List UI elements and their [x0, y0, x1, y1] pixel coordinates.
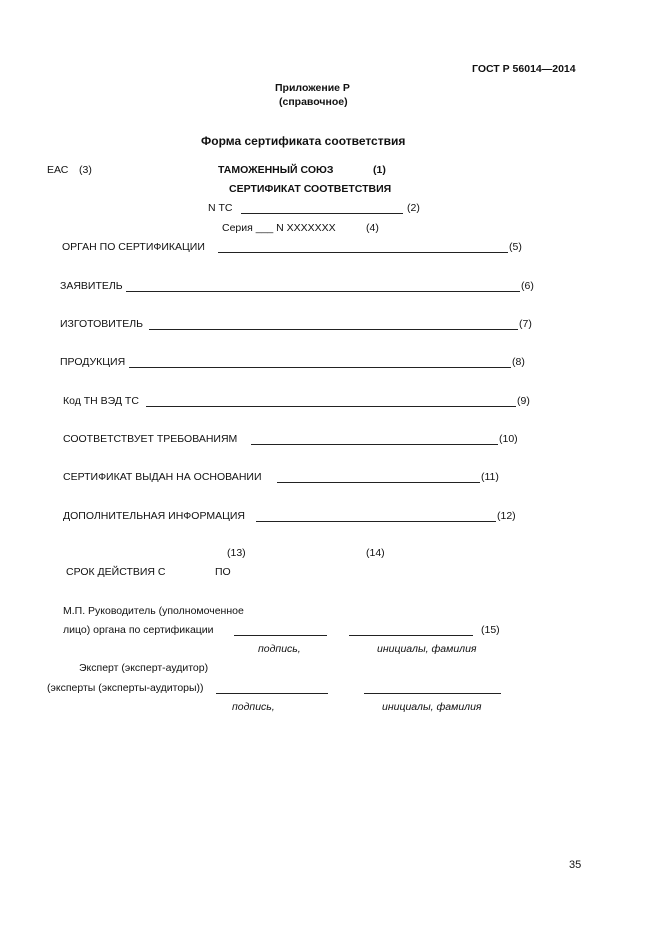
customs-union-ref: (1) [373, 164, 386, 176]
form-title: Форма сертификата соответствия [201, 134, 406, 148]
field-ref-certification-body: (5) [509, 241, 522, 253]
field-ref-additional-info: (12) [497, 510, 516, 522]
eac-ref: (3) [79, 164, 92, 176]
expert-title-line2: (эксперты (эксперты-аудиторы)) [47, 682, 204, 694]
field-line-certification-body [218, 252, 508, 253]
field-ref-issued-basis: (11) [481, 471, 499, 483]
field-ref-product: (8) [512, 356, 525, 368]
field-label-product: ПРОДУКЦИЯ [60, 356, 126, 368]
customs-union-title: ТАМОЖЕННЫЙ СОЮЗ [218, 164, 334, 176]
number-ref: (2) [407, 202, 420, 214]
field-ref-hs-code: (9) [517, 395, 530, 407]
field-line-issued-basis [277, 482, 480, 483]
appendix-title: Приложение Р [275, 82, 350, 94]
appendix-type: (справочное) [279, 96, 348, 108]
number-line [241, 213, 403, 214]
number-label: N ТС [208, 202, 233, 214]
head-title-line1: М.П. Руководитель (уполномоченное [63, 605, 244, 617]
page-number: 35 [569, 859, 582, 871]
certificate-title: СЕРТИФИКАТ СООТВЕТСТВИЯ [229, 183, 392, 195]
field-label-applicant: ЗАЯВИТЕЛЬ [60, 280, 123, 292]
field-ref-applicant: (6) [521, 280, 534, 292]
field-label-certification-body: ОРГАН ПО СЕРТИФИКАЦИИ [62, 241, 205, 253]
expert-signature-line [216, 693, 328, 694]
field-line-additional-info [256, 521, 496, 522]
field-line-product [129, 367, 511, 368]
field-line-manufacturer [149, 329, 518, 330]
field-label-issued-basis: СЕРТИФИКАТ ВЫДАН НА ОСНОВАНИИ [63, 471, 262, 483]
series-ref: (4) [366, 222, 379, 234]
head-name-line [349, 635, 473, 636]
field-ref-manufacturer: (7) [519, 318, 532, 330]
eac-mark: ЕАС [47, 164, 69, 176]
field-label-requirements: СООТВЕТСТВУЕТ ТРЕБОВАНИЯМ [63, 433, 238, 445]
field-label-additional-info: ДОПОЛНИТЕЛЬНАЯ ИНФОРМАЦИЯ [63, 510, 245, 522]
head-name-caption: инициалы, фамилия [377, 643, 477, 655]
field-line-hs-code [146, 406, 516, 407]
field-label-hs-code: Код ТН ВЭД ТС [63, 395, 139, 407]
expert-name-caption: инициалы, фамилия [382, 701, 482, 713]
expert-title-line1: Эксперт (эксперт-аудитор) [79, 662, 209, 674]
field-label-manufacturer: ИЗГОТОВИТЕЛЬ [60, 318, 144, 330]
validity-from-ref: (13) [227, 547, 246, 559]
head-ref: (15) [481, 624, 500, 636]
expert-name-line [364, 693, 501, 694]
head-title-line2: лицо) органа по сертификации [63, 624, 214, 636]
validity-label: СРОК ДЕЙСТВИЯ С [66, 566, 166, 578]
field-line-applicant [126, 291, 520, 292]
head-signature-line [234, 635, 327, 636]
expert-signature-caption: подпись, [232, 701, 275, 713]
head-signature-caption: подпись, [258, 643, 301, 655]
validity-to-ref: (14) [366, 547, 385, 559]
series-label: Серия ___ N ХХХХХХХ [222, 222, 336, 234]
standard-number: ГОСТ Р 56014—2014 [472, 63, 576, 75]
field-line-requirements [251, 444, 498, 445]
field-ref-requirements: (10) [499, 433, 518, 445]
validity-to-label: ПО [215, 566, 231, 578]
